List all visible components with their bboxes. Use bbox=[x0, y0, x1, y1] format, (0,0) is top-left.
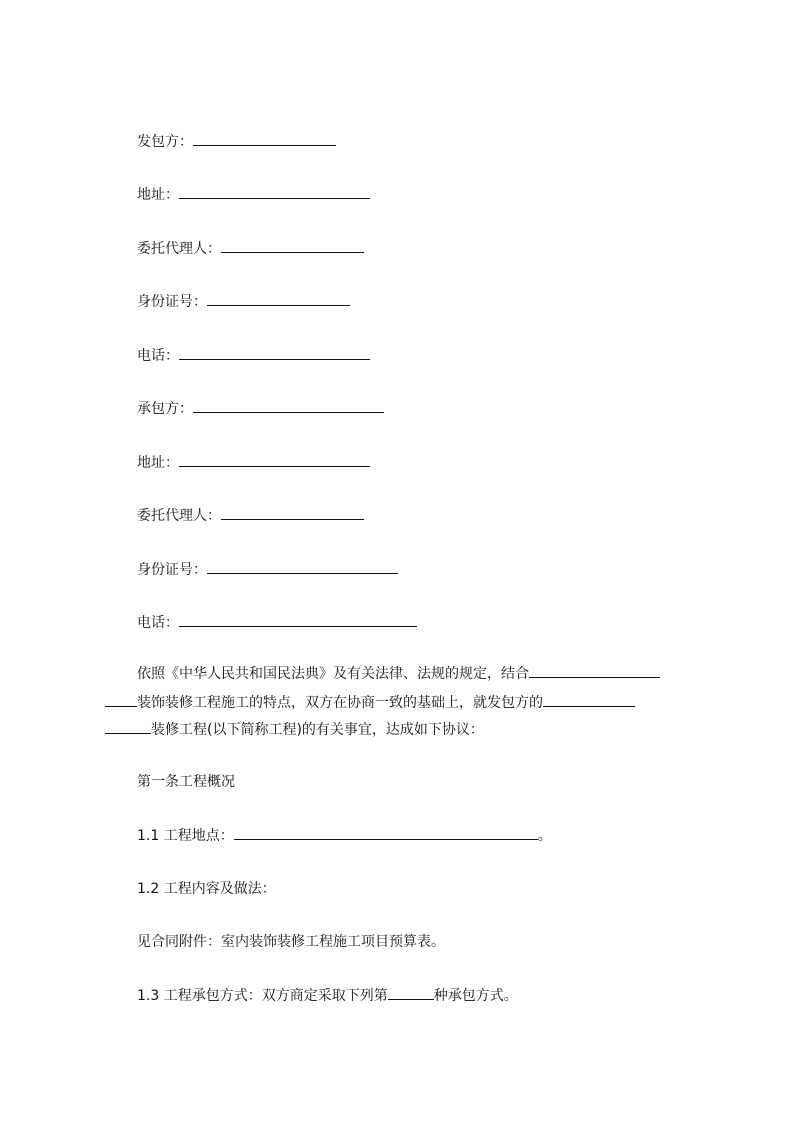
project-name-blank-1[interactable] bbox=[529, 664, 660, 678]
employer-id-label: 身份证号： bbox=[137, 294, 207, 310]
employer-address-row bbox=[137, 185, 370, 205]
contractor-phone-row bbox=[137, 613, 417, 633]
project-name-blank-2[interactable] bbox=[543, 693, 635, 707]
project-name-blank-2-cont[interactable] bbox=[105, 720, 151, 734]
employer-id-row bbox=[137, 292, 350, 312]
item-1-3-before: 1.3 工程承包方式：双方商定采取下列第 bbox=[137, 988, 388, 1004]
contractor-agent-row bbox=[137, 506, 364, 526]
contractor-row bbox=[137, 399, 384, 419]
employer-blank[interactable] bbox=[193, 132, 336, 146]
item-1-3-row bbox=[137, 986, 518, 1006]
employer-agent-blank[interactable] bbox=[221, 239, 364, 253]
project-location-blank[interactable] bbox=[234, 826, 538, 840]
contractor-phone-blank[interactable] bbox=[179, 613, 417, 627]
employer-row bbox=[137, 132, 336, 152]
contractor-address-row bbox=[137, 453, 370, 473]
employer-agent-label: 委托代理人： bbox=[137, 241, 221, 257]
contractor-address-label: 地址： bbox=[137, 455, 179, 471]
employer-address-label: 地址： bbox=[137, 187, 179, 203]
attachment-note: 见合同附件：室内装饰装修工程施工项目预算表。 bbox=[137, 934, 445, 950]
contractor-id-blank[interactable] bbox=[207, 560, 398, 574]
contractor-agent-label: 委托代理人： bbox=[137, 508, 221, 524]
contractor-agent-blank[interactable] bbox=[221, 506, 364, 520]
preamble-text-3: 装修工程(以下简称工程)的有关事宜，达成如下协议： bbox=[151, 722, 484, 738]
employer-phone-label: 电话： bbox=[137, 348, 179, 364]
employer-phone-row bbox=[137, 346, 370, 366]
project-name-blank-1-cont[interactable] bbox=[105, 693, 137, 707]
item-1-2-title: 1.2 工程内容及做法： bbox=[137, 881, 276, 897]
employer-address-blank[interactable] bbox=[179, 185, 370, 199]
preamble-text-1: 依照《中华人民共和国民法典》及有关法律、法规的规定，结合 bbox=[137, 666, 529, 682]
preamble-text-2: 装饰装修工程施工的特点，双方在协商一致的基础上，就发包方的 bbox=[137, 695, 543, 711]
contractor-id-label: 身份证号： bbox=[137, 562, 207, 578]
contractor-id-row bbox=[137, 560, 398, 580]
employer-label: 发包方： bbox=[137, 134, 193, 150]
preamble-line-1 bbox=[137, 664, 660, 684]
preamble-line-3 bbox=[105, 720, 484, 740]
item-1-1-label: 1.1 工程地点： bbox=[137, 828, 234, 844]
employer-phone-blank[interactable] bbox=[179, 346, 370, 360]
item-1-3-after: 种承包方式。 bbox=[433, 988, 518, 1004]
contract-method-blank[interactable] bbox=[388, 986, 434, 1000]
preamble-line-2 bbox=[105, 693, 635, 713]
article-1-title: 第一条工程概况 bbox=[137, 774, 235, 790]
item-1-1-row bbox=[137, 826, 552, 846]
employer-agent-row bbox=[137, 239, 364, 259]
employer-id-blank[interactable] bbox=[207, 292, 350, 306]
contractor-label: 承包方： bbox=[137, 401, 193, 417]
contractor-address-blank[interactable] bbox=[179, 453, 370, 467]
contractor-blank[interactable] bbox=[193, 399, 384, 413]
contractor-phone-label: 电话： bbox=[137, 615, 179, 631]
item-1-1-end: 。 bbox=[537, 828, 552, 844]
